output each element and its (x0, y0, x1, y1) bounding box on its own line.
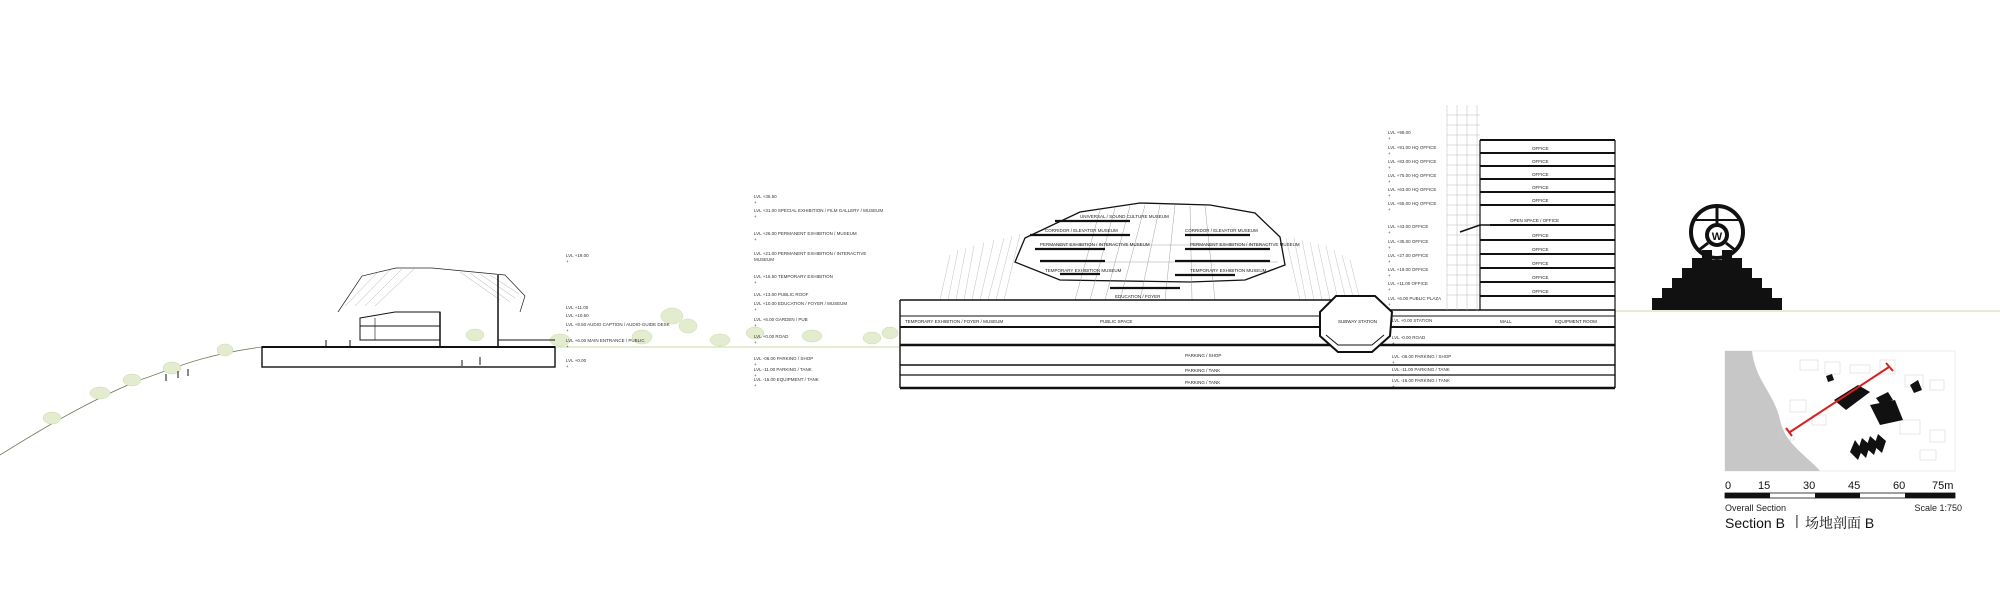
room-label: TEMPORARY EXHIBITION MUSEUM (1045, 268, 1122, 273)
level-label-sub: + (1388, 151, 1391, 156)
level-label: LVL +91.00 HQ OFFICE (1388, 145, 1437, 150)
room-label: PERMANENT EXHIBITION / INTERACTIVE MUSEUM (1040, 242, 1150, 247)
scale-tick: 75m (1932, 480, 1954, 492)
room-label: OFFICE (1532, 289, 1549, 294)
level-label: LVL +75.00 HQ OFFICE (1388, 173, 1437, 178)
left-base-slab (262, 347, 555, 367)
level-label: LVL +55.00 HQ OFFICE (1388, 201, 1437, 206)
podium (900, 300, 1615, 388)
level-label: LVL +99.00 (1388, 130, 1411, 135)
level-label-sub: + (1388, 165, 1391, 170)
level-label-sub: + (754, 323, 757, 328)
level-label: LVL +27.00 OFFICE (1388, 253, 1429, 258)
level-label-sub: + (754, 340, 757, 345)
level-label: LVL -11.00 PARKING / TANK (1392, 367, 1450, 372)
room-label: OFFICE (1532, 275, 1549, 280)
level-label-sub: + (1388, 302, 1391, 307)
room-label: OFFICE (1532, 159, 1549, 164)
level-label: LVL +11.00 (566, 305, 589, 310)
level-label: LVL -06.00 PARKING / SHOP (1392, 354, 1452, 359)
tower-room-labels (1510, 146, 1559, 294)
level-label: LVL +6.00 MAIN ENTRANCE / PUBLIC (566, 338, 645, 343)
room-label: OFFICE (1532, 172, 1549, 177)
room-label: CORRIDOR / ELEVATOR MUSEUM (1045, 228, 1118, 233)
level-label-sub: + (754, 237, 757, 242)
level-label: LVL +31.00 SPECIAL EXHIBITION / FILM GALLERY / MUSEUM (754, 208, 884, 213)
level-label: LVL +13.00 PUBLIC ROOF (754, 292, 809, 297)
room-label: UNIVERSAL / SOUND CULTURE MUSEUM (1080, 214, 1169, 219)
level-label: LVL +36.50 (754, 194, 777, 199)
room-label: SUBWAY STATION (1338, 319, 1378, 324)
caption-divider: 丨 (1790, 514, 1804, 530)
level-label-sub: + (1392, 324, 1395, 329)
level-label-sub: + (754, 214, 757, 219)
level-label-sub: + (754, 373, 757, 378)
level-label: LVL +26.00 PERMANENT EXHIBITION / MUSEUM (754, 231, 857, 236)
scale-bar (1725, 480, 1955, 498)
room-label: OFFICE (1532, 146, 1549, 151)
key-plan-map (1725, 351, 1955, 471)
level-label: LVL +0.00 STATION (1392, 318, 1433, 323)
level-label-sub: + (1388, 193, 1391, 198)
ground-line (0, 311, 2000, 455)
level-label-sub: + (754, 280, 757, 285)
level-label: LVL +0.00 ROAD (754, 334, 789, 339)
level-label-sub: + (1392, 360, 1395, 365)
landmark-logo (1652, 206, 1782, 310)
room-label: OFFICE (1532, 185, 1549, 190)
level-label: LVL +35.00 OFFICE (1388, 239, 1429, 244)
level-label-sub: + (754, 200, 757, 205)
right-level-labels (1388, 130, 1451, 389)
hill-slope (0, 347, 262, 455)
left-level-labels (566, 253, 670, 369)
level-label-sub: + (566, 344, 569, 349)
room-label: OFFICE (1532, 261, 1549, 266)
level-label-sub: + (1392, 341, 1395, 346)
level-label: LVL +11.00 OFFICE (1388, 281, 1429, 286)
room-label: PARKING / TANK (1185, 380, 1221, 385)
level-label-sub: + (1392, 384, 1395, 389)
middle-level-labels (754, 194, 883, 388)
room-label: EDUCATION / FOYER (1115, 294, 1161, 299)
level-label: LVL +19.00 OFFICE (1388, 267, 1429, 272)
room-label: OFFICE (1532, 233, 1549, 238)
caption-overall: Overall Section (1725, 503, 1787, 513)
room-label: PERMANENT EXHIBITION / INTERACTIVE MUSEUM (1190, 242, 1300, 247)
level-label: LVL +10.60 (566, 313, 589, 318)
subway-tunnel (1320, 296, 1392, 352)
room-label: PUBLIC SPACE (1100, 319, 1133, 324)
scale-tick: 15 (1758, 480, 1771, 492)
level-label: LVL -16.00 EQUIPMENT / TANK (754, 377, 819, 382)
level-label-sub: + (1388, 273, 1391, 278)
level-label: LVL +8.50 AUDIO CAPTION / AUDIO-GUIDE DESK (566, 322, 670, 327)
scale-tick: 60 (1893, 480, 1906, 492)
level-label-sub: + (566, 328, 569, 333)
room-label: OFFICE (1532, 198, 1549, 203)
level-label-sub: + (1388, 230, 1391, 235)
level-label: LVL +63.00 HQ OFFICE (1388, 187, 1437, 192)
level-label: LVL +6.00 PUBLIC PLAZA (1388, 296, 1442, 301)
level-label: LVL -16.00 PARKING / TANK (1392, 378, 1451, 383)
level-label-sub: + (1388, 136, 1391, 141)
scale-tick: 30 (1803, 480, 1816, 492)
room-label: OPEN SPACE / OFFICE (1510, 218, 1560, 223)
logo-letter: W (1711, 231, 1723, 243)
room-label: PARKING / TANK (1185, 368, 1221, 373)
level-label-sub: + (1392, 373, 1395, 378)
level-label-sub: MUSEUM (754, 257, 774, 262)
level-label: LVL +0.00 (566, 358, 587, 363)
level-label: LVL -11.00 PARKING / TANK (754, 367, 812, 372)
caption-scale: Scale 1:750 (1914, 503, 1962, 513)
level-label-sub: + (566, 364, 569, 369)
level-label: LVL +43.00 OFFICE (1388, 224, 1429, 229)
room-label: TEMPORARY EXHIBITION MUSEUM (1190, 268, 1267, 273)
room-label: MALL (1500, 319, 1512, 324)
left-roof-shell (338, 268, 525, 312)
level-label: LVL +19.00 (566, 253, 589, 258)
room-label: EQUIPMENT ROOM (1555, 319, 1597, 324)
level-label-sub: + (754, 383, 757, 388)
caption (1725, 503, 1962, 531)
level-label-sub: + (754, 362, 757, 367)
level-label: LVL +6.00 GARDEN / PUB (754, 317, 808, 322)
level-label: LVL +21.00 PERMANENT EXHIBITION / INTERACTIVE (754, 251, 867, 256)
level-label-sub: + (1388, 245, 1391, 250)
caption-section-en: Section B (1725, 515, 1785, 531)
level-label: LVL +16.50 TEMPORARY EXHIBITION (754, 274, 833, 279)
level-label-sub: + (1388, 207, 1391, 212)
scale-tick: 0 (1725, 480, 1732, 492)
room-label: PARKING / SHOP (1185, 353, 1222, 358)
level-label: LVL -0.00 ROAD (1392, 335, 1426, 340)
office-tower (1447, 105, 1615, 310)
level-label: LVL +83.00 HQ OFFICE (1388, 159, 1437, 164)
caption-section-cn: 场地剖面 B (1805, 515, 1875, 531)
room-label: OFFICE (1532, 247, 1549, 252)
left-building (166, 268, 555, 381)
level-label-sub: + (1388, 179, 1391, 184)
level-label: LVL -06.00 PARKING / SHOP (754, 356, 814, 361)
tower-grid (1447, 105, 1480, 310)
level-label-sub: + (566, 259, 569, 264)
scale-tick: 45 (1848, 480, 1861, 492)
level-label-sub: + (1388, 259, 1391, 264)
level-label-sub: + (754, 307, 757, 312)
room-label: TEMPORARY EXHIBITION / FOYER / MUSEUM (905, 319, 1004, 324)
level-label: LVL +10.00 EDUCATION / FOYER / MUSEUM (754, 301, 848, 306)
level-label-sub: + (1388, 287, 1391, 292)
room-label: CORRIDOR / ELEVATOR MUSEUM (1185, 228, 1258, 233)
